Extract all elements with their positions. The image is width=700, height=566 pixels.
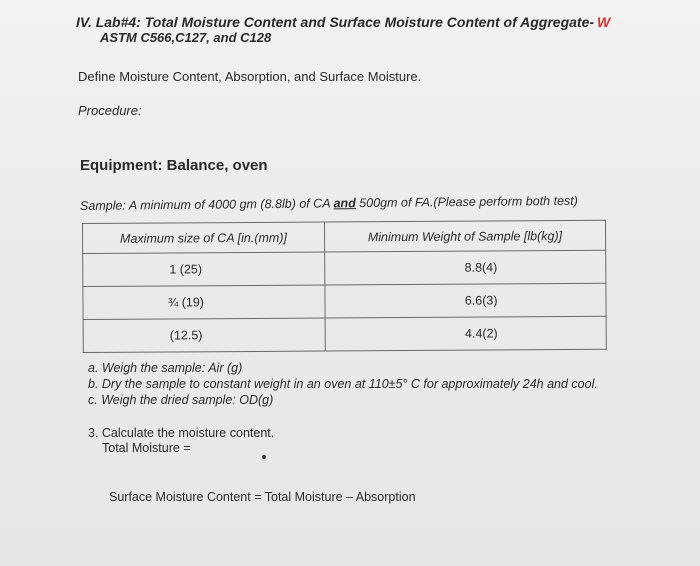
- step-b: b. Dry the sample to constant weight in an oven at 110±5° C for approximately 24h and cool.: [88, 377, 598, 391]
- sample-text-after: 500gm of FA.(Please perform both test): [355, 193, 578, 211]
- surface-moisture-formula: Surface Moisture Content = Total Moisture – Absorption: [109, 490, 416, 504]
- sample-text-before: Sample: A minimum of 4000 gm (8.8lb) of CA: [79, 196, 334, 213]
- table-cell-size: ¾ (19): [83, 285, 325, 319]
- table-cell-weight: 8.8(4): [324, 250, 605, 285]
- step-a: a. Weigh the sample: Air (g): [88, 361, 243, 375]
- handwritten-mark: W: [597, 14, 611, 30]
- col-header-min-weight: Minimum Weight of Sample [lb(kg)]: [324, 220, 605, 252]
- lab-title: [76, 14, 610, 30]
- define-instruction: Define Moisture Content, Absorption, and Surface Moisture.: [78, 69, 422, 84]
- calculation-section: [88, 426, 274, 456]
- sample-requirement: [80, 194, 578, 213]
- procedure-label: Procedure:: [78, 103, 142, 118]
- table-cell-weight: 4.4(2): [325, 316, 606, 351]
- calc-step: 3. Calculate the moisture content.: [88, 426, 275, 440]
- table-row: [83, 316, 606, 352]
- table-row: [83, 283, 606, 319]
- table-cell-weight: 6.6(3): [325, 283, 606, 318]
- total-moisture-formula: Total Moisture =: [102, 441, 191, 455]
- table-cell-size: 1 (25): [83, 252, 325, 286]
- table-row: [83, 250, 606, 286]
- table-cell-size: (12.5): [83, 318, 325, 352]
- equipment-heading: Equipment: Balance, oven: [80, 157, 268, 174]
- sample-size-table: [82, 220, 607, 353]
- step-c: c. Weigh the dried sample: OD(g): [88, 393, 274, 407]
- col-header-max-size: Maximum size of CA [in.(mm)]: [83, 222, 325, 253]
- bullet-dot: [262, 455, 266, 459]
- procedure-steps: [88, 360, 598, 408]
- sample-and-emphasis: and: [333, 196, 356, 211]
- astm-standards: ASTM C566,C127, and C128: [100, 30, 272, 45]
- table-header-row: [83, 220, 606, 253]
- lab-title-text: IV. Lab#4: Total Moisture Content and Surface Moisture Content of Aggregate-: [76, 14, 595, 30]
